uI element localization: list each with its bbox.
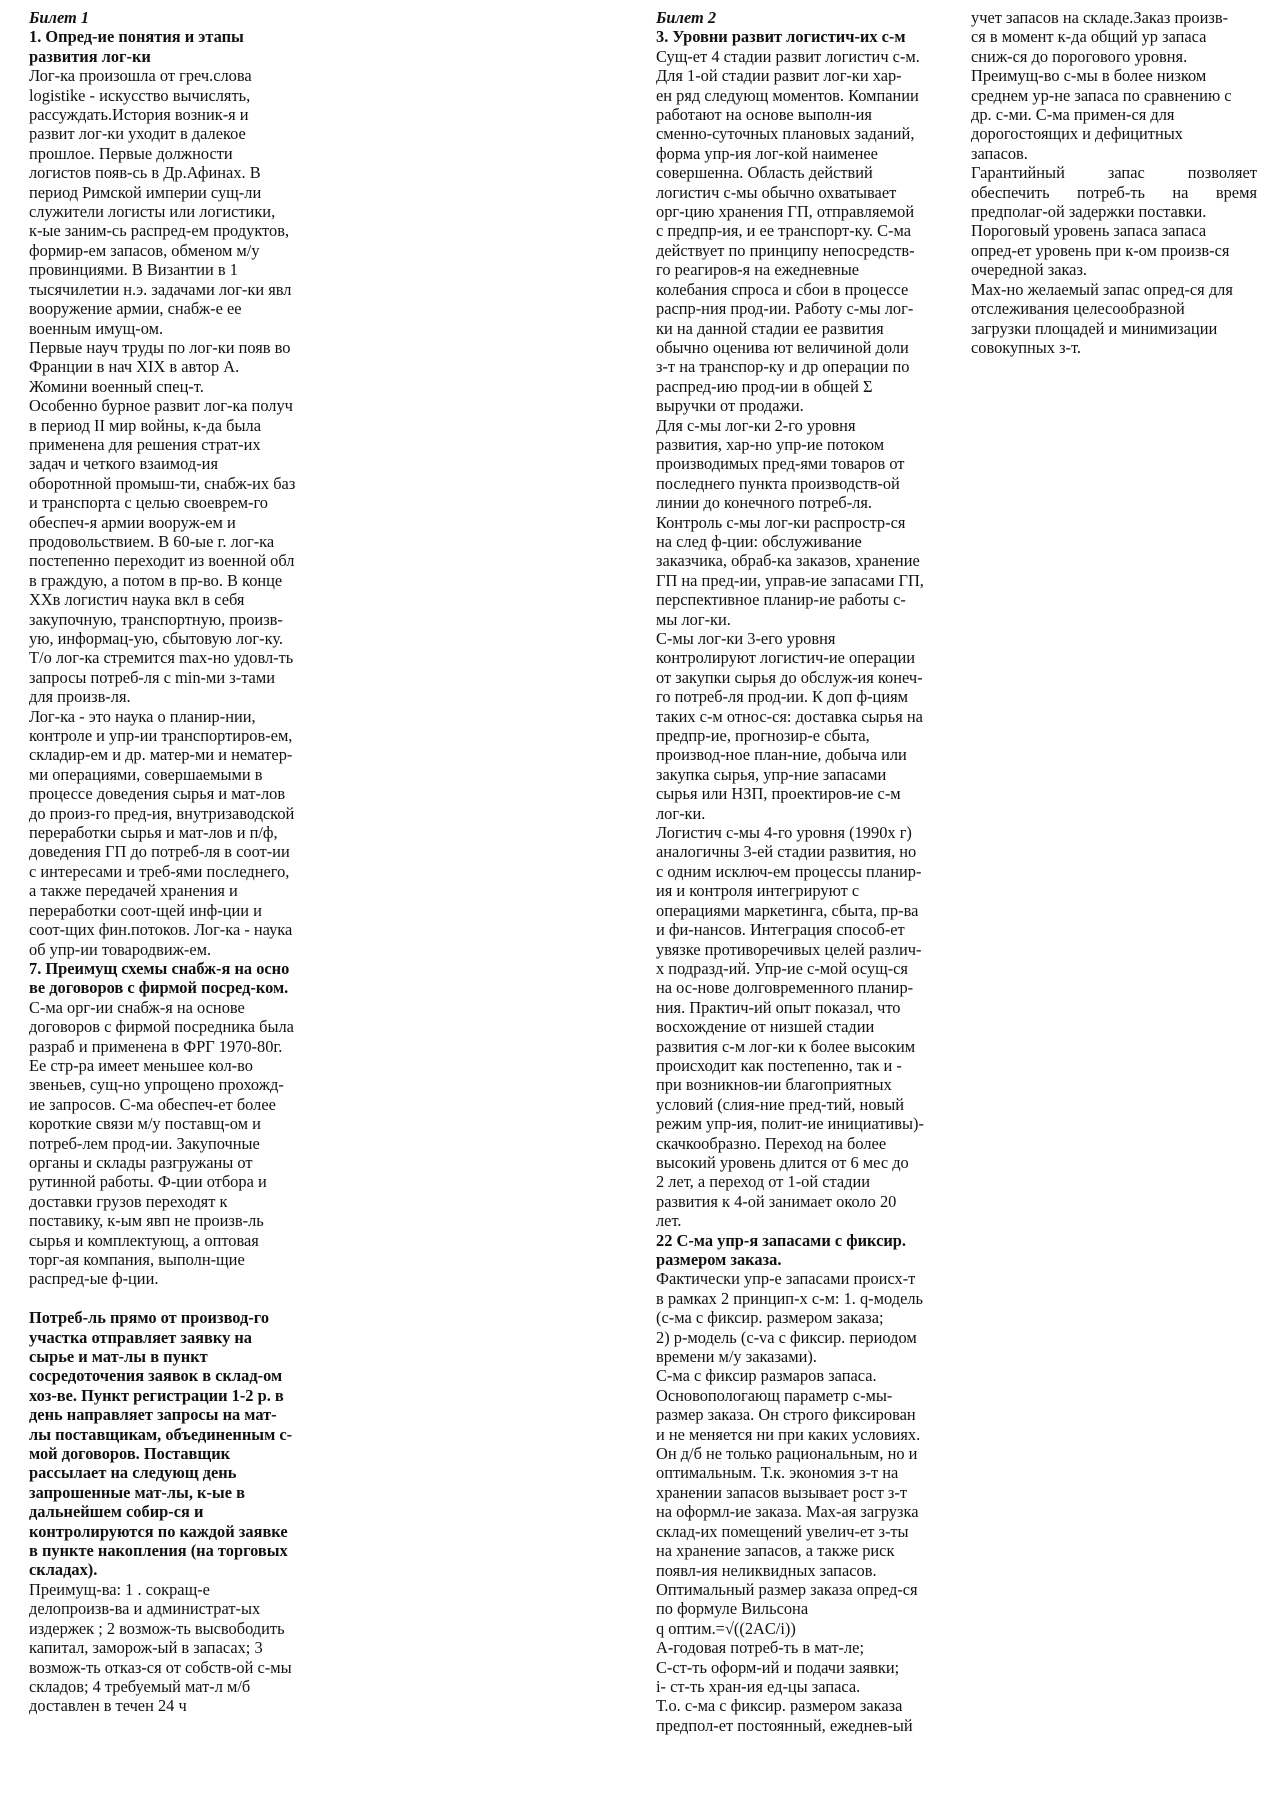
text-line: закупка сырья, упр-ние запасами (656, 764, 887, 784)
text-line: перспективное планир-ие работы с- (656, 590, 906, 610)
text-line: распред-ые ф-ции. (29, 1269, 159, 1289)
text-line: звеньев, сущ-но упрощено прохожд- (29, 1075, 284, 1095)
text-line: переработки соот-щей инф-ции и (29, 900, 262, 920)
text-line: развития, хар-но упр-ие потоком (656, 434, 885, 454)
ticket-2-continuation-column (971, 8, 1257, 357)
text-line: предполаг-ой задержки поставки. (971, 202, 1207, 222)
text-line: XXв логистич наука вкл в себя (29, 590, 245, 610)
text-line: Ее стр-ра имеет меньшее кол-во (29, 1055, 253, 1075)
text-line: формир-ем запасов, обменом м/у (29, 240, 260, 260)
section-heading-line: день направляет запросы на мат- (29, 1405, 277, 1425)
text-line: развит лог-ки уходит в далекое (29, 124, 246, 144)
section-heading-line: запрошенные мат-лы, к-ые в (29, 1482, 245, 1502)
text-line: 2 лет, а переход от 1-ой стадии (656, 1172, 871, 1192)
text-line: к-ые заним-сь распред-ем продуктов, (29, 221, 290, 241)
text-line: q оптим.=√((2AC/i)) (656, 1618, 796, 1638)
section-heading-line: мой договоров. Поставщик (29, 1444, 231, 1464)
text-line: для произв-ля. (29, 687, 131, 707)
text-line: задач и четкого взаимод-ия (29, 454, 218, 474)
text-line: загрузки площадей и минимизации (971, 318, 1218, 338)
text-line: Логистич с-мы 4-го уровня (1990х г) (656, 823, 912, 843)
text-line: и не меняется ни при каких условиях. (656, 1424, 921, 1444)
ticket-1-column (29, 8, 311, 1716)
section-heading-line: 3. Уровни развит логистич-их с-м (656, 27, 906, 47)
text-line: Max-но желаемый запас опред-ся для (971, 279, 1233, 299)
text-line: времени м/у заказами). (656, 1347, 817, 1367)
text-line: Преимущ-ва: 1 . сокращ-е (29, 1579, 210, 1599)
text-line: делопроизв-ва и администрат-ых (29, 1599, 261, 1619)
text-line: издержек ; 2 возмож-ть высвободить (29, 1618, 285, 1638)
text-line: сменно-суточных плановых заданий, (656, 124, 915, 144)
text-line: в период II мир войны, к-да была (29, 415, 261, 435)
text-line: происходит как постепенно, так и - (656, 1055, 902, 1075)
text-line: лог-ки. (656, 803, 706, 823)
ticket-2-column (656, 8, 946, 1735)
text-line: сырья и комплектующ, а оптовая (29, 1230, 259, 1250)
text-line: Гарантийный запас позволяет (971, 163, 1257, 183)
text-line: совершенна. Область действий (656, 163, 873, 183)
text-line: складир-ем и др. матер-ми и нематер- (29, 745, 293, 765)
text-line: Франции в нач XIX в автор А. (29, 357, 240, 377)
text-line: орг-цию хранения ГП, отправляемой (656, 202, 915, 222)
text-line: с предпр-ия, и ее транспорт-ку. С-ма (656, 221, 912, 241)
section-heading-line: размером заказа. (656, 1250, 782, 1269)
text-line: др. с-ми. С-ма примен-ся для (971, 105, 1175, 125)
text-line: на ос-нове долговременного планир- (656, 978, 914, 998)
text-line: совокупных з-т. (971, 337, 1082, 357)
text-line: опред-ет уровень при к-ом произв-ся (971, 240, 1230, 260)
text-line: logistike - искусство вычислять, (29, 85, 251, 105)
section-heading-line: рассылает на следующ день (29, 1463, 237, 1483)
text-line: короткие связи м/у поставщ-ом и (29, 1114, 261, 1134)
text-line: А-годовая потреб-ть в мат-ле; (656, 1638, 864, 1658)
text-line: возмож-ть отказ-ся от собств-ой с-мы (29, 1657, 292, 1677)
text-line: в рамках 2 принцип-х с-м: 1. q-модель (656, 1288, 923, 1308)
text-line: Для с-мы лог-ки 2-го уровня (656, 415, 856, 435)
text-line: ие запросов. С-ма обеспеч-ет более (29, 1094, 276, 1114)
text-line: ки на данной стадии ее развития (656, 318, 884, 338)
text-line: контролируют логистич-ие операции (656, 648, 915, 668)
section-heading-line: дальнейшем собир-ся и (29, 1502, 204, 1522)
text-line: восхождение от низшей стадии (656, 1017, 875, 1037)
text-line: увязке противоречивых целей различ- (656, 939, 922, 959)
text-line: тысячилетии н.э. задачами лог-ки явл (29, 279, 292, 299)
text-line: сниж-ся до порогового уровня. (971, 46, 1188, 66)
text-line: период Римской империи сущ-ли (29, 182, 262, 202)
text-line: и фи-нансов. Интеграция способ-ет (656, 920, 905, 940)
section-heading-line: контролируются по каждой заявке (29, 1521, 288, 1541)
section-heading-line: 22 С-ма упр-я запасами с фиксир. (656, 1230, 907, 1250)
text-line: доведения ГП до потреб-ля в соот-ии (29, 842, 290, 862)
text-line: операциями маркетинга, сбыта, пр-ва (656, 900, 919, 920)
section-heading-line: развития лог-ки (29, 46, 151, 66)
text-line: на след ф-ции: обслуживание (656, 531, 862, 551)
text-line: х подразд-ий. Упр-ие с-мой осущ-ся (656, 958, 908, 978)
section-heading-line: участка отправляет заявку на (29, 1327, 253, 1347)
text-line: при возникнов-ии благоприятных (656, 1075, 892, 1095)
text-line: переработки сырья и мат-лов и п/ф, (29, 823, 278, 843)
text-line: в граждую, а потом в пр-во. В конце (29, 570, 283, 590)
text-line: процессе доведения сырья и мат-лов (29, 784, 286, 804)
text-line: доставки грузов переходят к (29, 1191, 228, 1211)
text-line: договоров с фирмой посредника была (29, 1017, 294, 1037)
text-line: (с-ма с фиксир. размером заказа; (656, 1308, 884, 1328)
text-line: обеспечить потреб-ть на время (971, 182, 1257, 202)
text-line: Т/о лог-ка стремится max-но удовл-ть (29, 648, 294, 668)
text-line: вооружение армии, снабж-е ее (29, 299, 242, 319)
text-line: Жомини военный спец-т. (29, 376, 204, 396)
text-line: оборотнной промыш-ти, снабж-их баз (29, 473, 296, 493)
text-line: капитал, заморож-ый в запасах; 3 (29, 1638, 263, 1658)
section-heading-line: 7. Преимущ схемы снабж-я на осно (29, 958, 290, 978)
text-line: складов; 4 требуемый мат-л м/б (29, 1676, 251, 1696)
text-line: Сущ-ет 4 стадии развит логистич с-м. (656, 46, 920, 66)
text-line: Основопологающ параметр с-мы- (656, 1385, 893, 1405)
text-line: отслеживания целесообразной (971, 299, 1185, 319)
text-line: и транспорта с целью своеврем-го (29, 493, 268, 513)
text-line: размер заказа. Он строго фиксирован (656, 1405, 916, 1425)
text-line: дорогостоящих и дефицитных (971, 124, 1183, 144)
text-line: Т.о. с-ма с фиксир. размером заказа (656, 1696, 903, 1716)
text-line: лет. (656, 1211, 682, 1231)
text-line: на хранение запасов, а также риск (656, 1541, 895, 1561)
text-line: обычно оценива ют величиной доли (656, 337, 909, 357)
text-line: поставику, к-ым явп не произв-ль (29, 1211, 264, 1231)
section-heading-line: сосредоточения заявок в склад-ом (29, 1366, 283, 1386)
text-line: постепенно переходит из военной обл (29, 551, 295, 571)
text-line: производ-ное план-ние, добыча или (656, 745, 907, 765)
text-line: развития к 4-ой занимает около 20 (656, 1191, 897, 1211)
text-line: аналогичны 3-ей стадии развития, но (656, 842, 917, 862)
text-line: с интересами и треб-ями последнего, (29, 861, 290, 881)
text-line: таких с-м относ-ся: доставка сырья на (656, 706, 923, 726)
text-line: Для 1-ой стадии развит лог-ки хар- (656, 66, 902, 86)
text-line: до произ-го пред-ия, внутризаводской (29, 803, 295, 823)
text-line: органы и склады разгружаны от (29, 1152, 253, 1172)
text-line: предпр-ие, прогнозир-е сбыта, (656, 726, 870, 746)
text-line: сырья или НЗП, проектиров-ие с-м (656, 784, 901, 804)
text-line: форма упр-ия лог-кой наименее (656, 143, 878, 163)
section-heading-line: сырье и мат-лы в пункт (29, 1347, 208, 1367)
text-line: с одним исключ-ем процессы планир- (656, 861, 922, 881)
text-line: логистов появ-сь в Др.Афинах. В (29, 163, 261, 183)
text-line: учет запасов на складе.Заказ произв- (971, 8, 1229, 27)
text-line: торг-ая компания, выполн-щие (29, 1250, 245, 1269)
text-line: ния. Практич-ий опыт показал, что (656, 997, 901, 1017)
text-line: склад-их помещений увелич-ет з-ты (656, 1521, 909, 1541)
text-line: запросы потреб-ля с min-ми з-тами (29, 667, 275, 687)
text-line: хранении запасов вызывает рост з-т (656, 1482, 908, 1502)
text-line: Фактически упр-е запасами происх-т (656, 1269, 916, 1289)
section-heading-line: складах). (29, 1560, 98, 1580)
text-line: Пороговый уровень запаса запаса (971, 221, 1207, 241)
text-line: военным имущ-ом. (29, 318, 164, 338)
text-line: 2) p-модель (с-va с фиксир. периодом (656, 1327, 917, 1347)
blank-line (29, 1289, 311, 1308)
text-line: продовольствием. В 60-ые г. лог-ка (29, 531, 275, 551)
text-line: ен ряд следующ моментов. Компании (656, 85, 919, 105)
text-line: ия и контроля интегрируют с (656, 881, 860, 901)
text-line: Лог-ка - это наука о планир-нии, (29, 706, 256, 726)
text-line: колебания спроса и сбои в процессе (656, 279, 909, 299)
text-line: применена для решения страт-их (29, 434, 261, 454)
text-line: Преимущ-во с-мы в более низком (971, 66, 1207, 86)
text-line: С-ма орг-ии снабж-я на основе (29, 997, 245, 1017)
text-line: провинциями. В Византии в 1 (29, 260, 238, 280)
text-line: рассуждать.История возник-я и (29, 105, 249, 125)
section-heading-line: Потреб-ль прямо от производ-го (29, 1308, 270, 1328)
text-line: линии до конечного потреб-ля. (656, 493, 872, 513)
text-line: С-ст-ть оформ-ий и подачи заявки; (656, 1657, 900, 1677)
text-line: соот-щих фин.потоков. Лог-ка - наука (29, 920, 293, 940)
text-line: среднем ур-не запаса по сравнению с (971, 85, 1232, 105)
text-line: распр-ния прод-ии. Работу с-мы лог- (656, 299, 914, 319)
text-line: ГП на пред-ии, управ-ие запасами ГП, (656, 570, 924, 590)
text-line: Он д/б не только рациональным, но и (656, 1444, 918, 1464)
text-line: появл-ия неликвидных запасов. (656, 1560, 877, 1580)
text-line: заказчика, обраб-ка заказов, хранение (656, 551, 920, 571)
text-line: контроле и упр-ии транспортиров-ем, (29, 726, 293, 746)
text-line: рутинной работы. Ф-ции отбора и (29, 1172, 267, 1192)
text-line: Лог-ка произошла от греч.слова (29, 66, 252, 86)
text-line: запасов. (971, 143, 1028, 163)
text-line: Оптимальный размер заказа опред-ся (656, 1579, 918, 1599)
text-line: работают на основе выполн-ия (656, 105, 872, 125)
text-line: потреб-лем прод-ии. Закупочные (29, 1133, 260, 1153)
text-line: предпол-ет постоянный, ежеднев-ый (656, 1715, 913, 1735)
text-line: го реагиров-я на ежедневные (656, 260, 860, 280)
text-line: закупочную, транспортную, произв- (29, 609, 283, 629)
ticket-title: Билет 1 (29, 8, 90, 27)
section-heading-line: ве договоров с фирмой посред-ком. (29, 978, 289, 998)
text-line: обеспеч-я армии вооруж-ем и (29, 512, 236, 532)
section-heading-line: 1. Опред-ие понятия и этапы (29, 27, 244, 47)
text-line: очередной заказ. (971, 260, 1088, 280)
text-line: скачкообразно. Переход на более (656, 1133, 887, 1153)
text-line: ми операциями, совершаемыми в (29, 764, 263, 784)
text-line: последнего пункта производств-ой (656, 473, 900, 493)
section-heading-line: хоз-ве. Пункт регистрации 1-2 р. в (29, 1385, 284, 1405)
text-line: условий (слия-ние пред-тий, новый (656, 1094, 905, 1114)
text-line: мы лог-ки. (656, 609, 731, 629)
ticket-title: Билет 2 (656, 8, 717, 27)
text-line: С-ма с фиксир размаров запаса. (656, 1366, 877, 1386)
text-line: доставлен в течен 24 ч (29, 1696, 187, 1716)
section-heading-line: в пункте накопления (на торговых (29, 1541, 288, 1561)
text-line: ся в момент к-да общий ур запаса (971, 27, 1207, 47)
text-line: от закупки сырья до обслуж-ия конеч- (656, 667, 923, 687)
text-line: логистич с-мы обычно охватывает (656, 182, 897, 202)
text-line: С-мы лог-ки 3-его уровня (656, 629, 836, 648)
text-line: го потреб-ля прод-ии. К доп ф-циям (656, 687, 908, 707)
text-line: выручки от продажи. (656, 396, 804, 416)
text-line: производимых пред-ями товаров от (656, 454, 905, 474)
text-line: i- ст-ть хран-ия ед-цы запаса. (656, 1676, 861, 1696)
text-line: а также передачей хранения и (29, 881, 238, 901)
text-line: разраб и применена в ФРГ 1970-80г. (29, 1036, 283, 1056)
text-line: прошлое. Первые должности (29, 143, 233, 163)
text-line: режим упр-ия, полит-ие инициативы)- (656, 1114, 924, 1134)
text-line: высокий уровень длится от 6 мес до (656, 1152, 909, 1172)
text-line: распред-ию прод-ии в общей Σ (656, 376, 873, 396)
text-line: развития с-м лог-ки к более высоким (656, 1036, 916, 1056)
text-line: Контроль с-мы лог-ки распростр-ся (656, 512, 906, 532)
section-heading-line: лы поставщикам, объединенным с- (29, 1424, 293, 1444)
text-line: Особенно бурное развит лог-ка получ (29, 396, 293, 416)
text-line: ую, информац-ую, сбытовую лог-ку. (29, 629, 283, 648)
text-line: оптимальным. Т.к. экономия з-т на (656, 1463, 899, 1483)
text-line: Первые науч труды по лог-ки появ во (29, 337, 291, 357)
text-line: на оформл-ие заказа. Max-ая загрузка (656, 1502, 919, 1522)
text-line: по формуле Вильсона (656, 1599, 809, 1619)
text-line: служители логисты или логистики, (29, 202, 276, 222)
text-line: действует по принципу непосредств- (656, 240, 915, 260)
text-line: об упр-ии товародвиж-ем. (29, 939, 212, 959)
text-line: з-т на транспор-ку и др операции по (656, 357, 910, 377)
